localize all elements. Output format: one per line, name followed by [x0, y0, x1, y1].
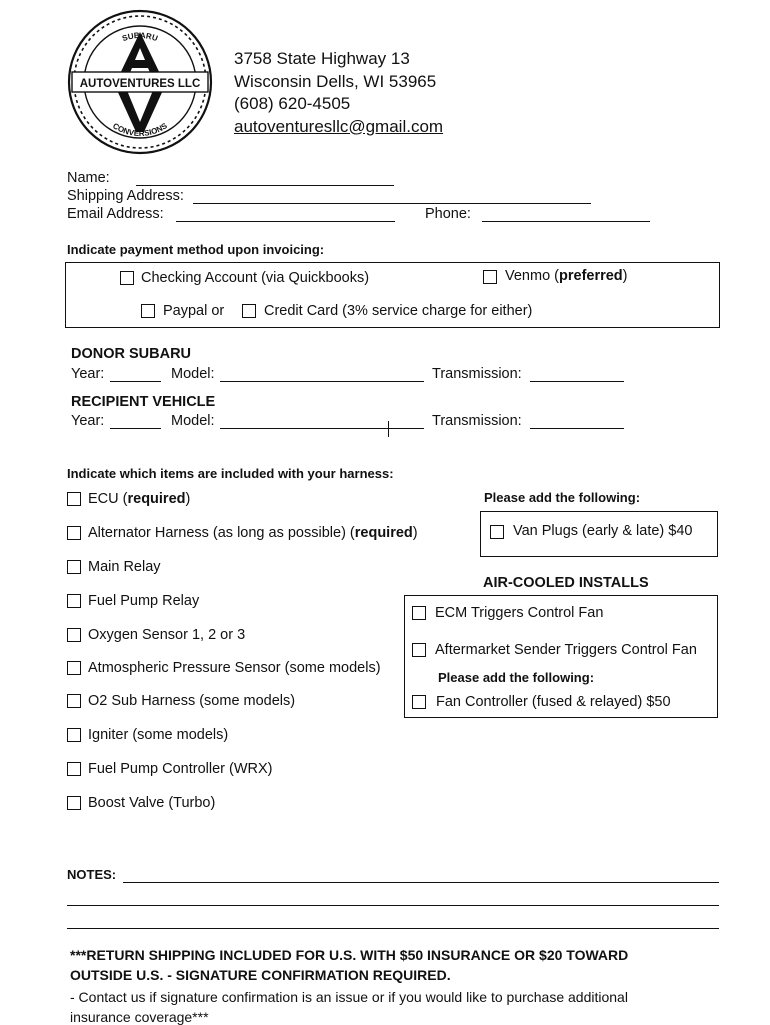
harness-item-checkbox[interactable]: [67, 628, 81, 642]
paypal-label: Paypal or: [163, 303, 225, 319]
harness-item-label: Atmospheric Pressure Sensor (some models): [88, 660, 381, 676]
donor-heading: DONOR SUBARU: [71, 346, 192, 362]
shipping-address-label: Shipping Address:: [67, 188, 184, 204]
harness-item-label: ECU (required): [88, 491, 191, 507]
name-label: Name:: [67, 170, 110, 186]
harness-item-checkbox[interactable]: [67, 728, 81, 742]
harness-item-label: Fuel Pump Controller (WRX): [88, 761, 273, 777]
venmo-checkbox[interactable]: [483, 270, 497, 284]
street-address: 3758 State Highway 13: [234, 49, 410, 68]
recipient-year-field[interactable]: [110, 428, 161, 429]
text-cursor: [388, 421, 389, 437]
notes-line-2[interactable]: [67, 905, 719, 906]
phone-field[interactable]: [482, 221, 650, 222]
venmo-label: Venmo (preferred): [505, 268, 628, 284]
harness-item-checkbox[interactable]: [67, 560, 81, 574]
fan-controller-checkbox[interactable]: [412, 695, 426, 709]
donor-transmission-field[interactable]: [530, 381, 624, 382]
checking-account-label: Checking Account (via Quickbooks): [141, 270, 370, 286]
ecm-control-fan-checkbox[interactable]: [412, 606, 426, 620]
footer-line-4: insurance coverage***: [70, 1009, 209, 1025]
company-logo: [66, 8, 214, 156]
contact-block: [234, 48, 443, 138]
checking-account-checkbox[interactable]: [120, 271, 134, 285]
footer-line-3: - Contact us if signature confirmation is an issue or if you would like to purchase additional: [70, 989, 628, 1005]
harness-item-checkbox[interactable]: [67, 762, 81, 776]
recipient-model-label: Model:: [171, 413, 215, 429]
recipient-model-field[interactable]: [220, 428, 424, 429]
credit-card-checkbox[interactable]: [242, 304, 256, 318]
donor-year-field[interactable]: [110, 381, 161, 382]
credit-card-label: Credit Card (3% service charge for either): [264, 303, 533, 319]
fan-controller-label: Fan Controller (fused & relayed) $50: [436, 694, 671, 710]
logo-bottom-text: CONVERSIONS: [111, 121, 169, 139]
footer-line-2: OUTSIDE U.S. - SIGNATURE CONFIRMATION REQUIRED.: [70, 967, 451, 983]
van-plugs-checkbox[interactable]: [490, 525, 504, 539]
harness-item-label: Fuel Pump Relay: [88, 593, 200, 609]
phone-label: Phone:: [425, 206, 471, 222]
notes-line-3[interactable]: [67, 928, 719, 929]
donor-year-label: Year:: [71, 366, 105, 382]
recipient-year-label: Year:: [71, 413, 105, 429]
footer-line-1: ***RETURN SHIPPING INCLUDED FOR U.S. WITH $50 INSURANCE OR $20 TOWARD: [70, 947, 629, 963]
aircooled-addons-heading: Please add the following:: [438, 670, 595, 685]
email-address-field[interactable]: [176, 221, 395, 222]
recipient-transmission-label: Transmission:: [432, 413, 522, 429]
logo-top-text: SUBARU: [121, 30, 159, 44]
logo-brand-text: AUTOVENTURES LLC: [79, 78, 201, 90]
van-plugs-label: Van Plugs (early & late) $40: [513, 523, 693, 539]
contact-email-link[interactable]: autoventuresllc@gmail.com: [234, 116, 444, 136]
email-address-label: Email Address:: [67, 206, 164, 222]
harness-item-label: Main Relay: [88, 559, 161, 575]
harness-item-checkbox[interactable]: [67, 694, 81, 708]
donor-model-field[interactable]: [220, 381, 424, 382]
aftermarket-sender-label: Aftermarket Sender Triggers Control Fan: [435, 642, 697, 658]
donor-model-label: Model:: [171, 366, 215, 382]
harness-item-checkbox[interactable]: [67, 526, 81, 540]
harness-item-label: Alternator Harness (as long as possible) (required): [88, 525, 418, 541]
ecm-control-fan-label: ECM Triggers Control Fan: [435, 605, 604, 621]
payment-heading: Indicate payment method upon invoicing:: [67, 242, 325, 257]
donor-transmission-label: Transmission:: [432, 366, 522, 382]
harness-item-label: O2 Sub Harness (some models): [88, 693, 296, 709]
paypal-checkbox[interactable]: [141, 304, 155, 318]
logo-seal: [66, 8, 214, 156]
harness-item-checkbox[interactable]: [67, 594, 81, 608]
harness-item-label: Boost Valve (Turbo): [88, 795, 216, 811]
recipient-heading: RECIPIENT VEHICLE: [71, 394, 216, 410]
harness-item-label: Oxygen Sensor 1, 2 or 3: [88, 627, 246, 643]
notes-line-1[interactable]: [123, 882, 719, 883]
harness-item-checkbox[interactable]: [67, 492, 81, 506]
harness-item-checkbox[interactable]: [67, 796, 81, 810]
harness-item-checkbox[interactable]: [67, 661, 81, 675]
aircooled-heading: AIR-COOLED INSTALLS: [483, 575, 649, 591]
city-address: Wisconsin Dells, WI 53965: [234, 71, 437, 91]
contact-phone: (608) 620-4505: [234, 94, 351, 113]
recipient-transmission-field[interactable]: [530, 428, 624, 429]
harness-item-label: Igniter (some models): [88, 727, 229, 743]
harness-heading: Indicate which items are included with your harness:: [67, 466, 394, 481]
notes-label: NOTES:: [67, 867, 117, 882]
shipping-address-field[interactable]: [193, 203, 591, 204]
addons-heading: Please add the following:: [484, 490, 641, 505]
aftermarket-sender-checkbox[interactable]: [412, 643, 426, 657]
name-field[interactable]: [136, 185, 394, 186]
